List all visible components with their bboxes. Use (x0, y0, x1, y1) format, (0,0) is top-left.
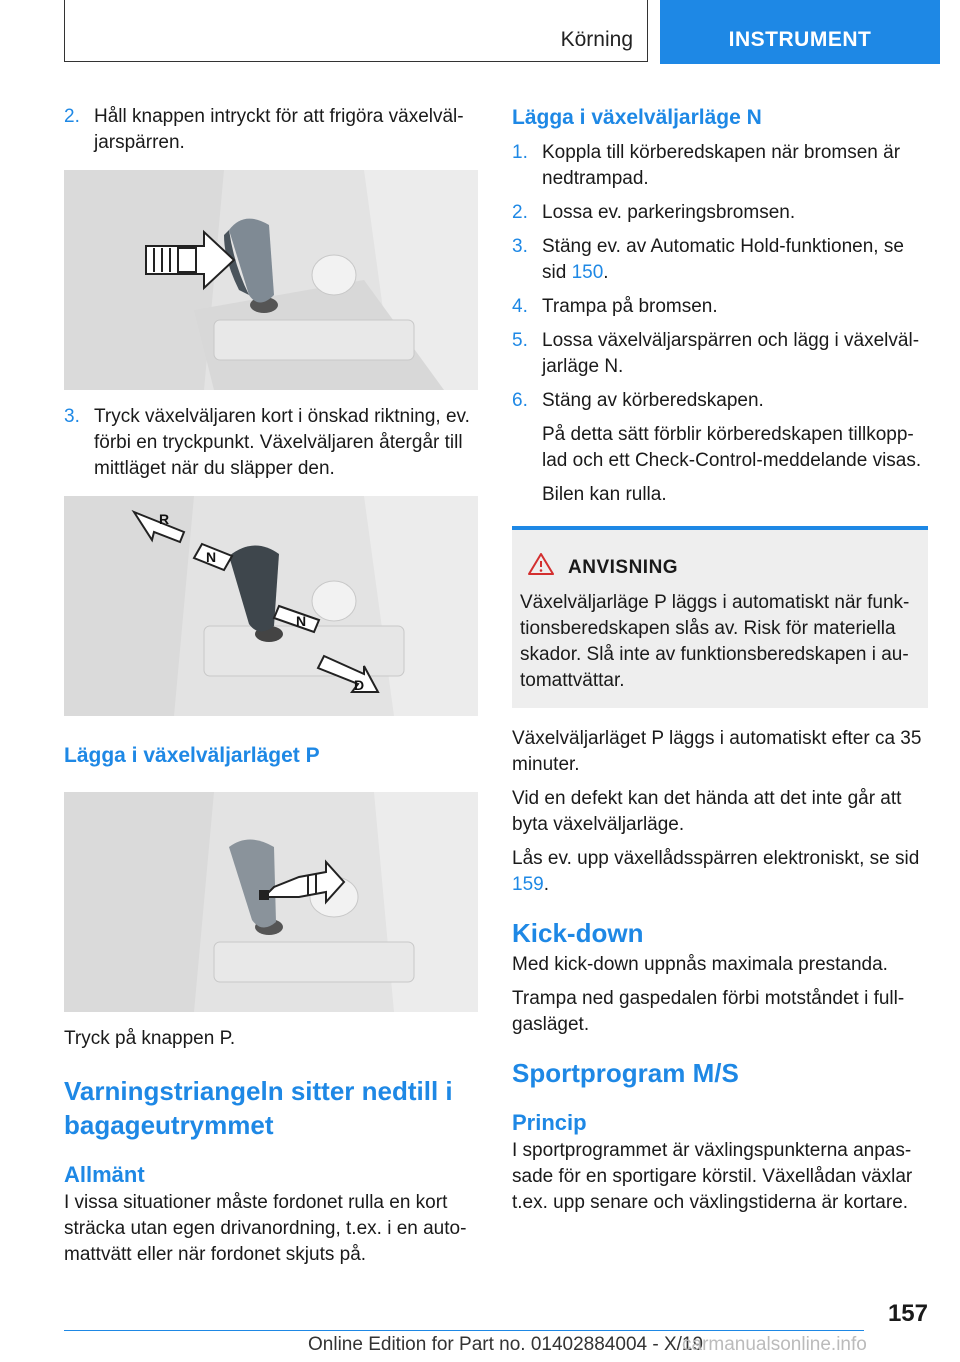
step-text-part: . (603, 262, 609, 283)
step-item (512, 234, 928, 286)
warning-triangle-icon (528, 552, 554, 584)
step-item (512, 294, 928, 320)
step-item (64, 404, 478, 482)
section-heading: Kick-down (512, 918, 644, 948)
chapter-title: INSTRUMENT (728, 28, 872, 51)
edition-text: Online Edition for Part no. 01402884004 - X/19 (308, 1334, 704, 1355)
caption-text: Tryck på knappen P. (64, 1028, 236, 1049)
chapter-tab (660, 0, 940, 64)
page-link[interactable]: 150 (571, 262, 604, 283)
step-text: Tryck växelväljaren kort i önskad riktning, ev. förbi en tryckpunkt. Växelväljaren återgår till mittläget när du släpper den. (94, 406, 470, 479)
body-text: Växelväljarläget P läggs i automatiskt efter ca 35 minuter. (512, 728, 922, 775)
section-heading: Lägga i växelväljarläget P (64, 744, 320, 767)
step-item (512, 140, 928, 192)
step-number: 3. (512, 236, 528, 257)
warning-title: ANVISNING (568, 557, 679, 578)
step-text-part: Stäng ev. av Automatic Hold-funktionen, se sid (542, 236, 904, 283)
step-item (512, 200, 928, 226)
section-heading: Lägga i växelväljarläge N (512, 106, 762, 129)
body-text (512, 846, 928, 898)
page-link[interactable]: 159 (512, 874, 544, 895)
left-column (64, 104, 478, 1276)
gear-selector-figure-1 (64, 170, 478, 390)
section-tab (64, 0, 648, 62)
step-text (542, 234, 928, 286)
direction-n-label: N (296, 613, 307, 629)
gear-selector-figure-3 (64, 792, 478, 1012)
direction-r-label: R (159, 511, 170, 527)
section-title: Körning (560, 28, 633, 51)
body-text: Vid en defekt kan det hända att det inte går att byta växelväljarläge. (512, 788, 902, 835)
step-number: 4. (512, 296, 528, 317)
step-number: 2. (512, 202, 528, 223)
watermark-text: carmanualsonline.info (682, 1334, 867, 1355)
direction-n-label: N (206, 549, 217, 565)
section-heading: Sportprogram M/S (512, 1058, 739, 1088)
step-number: 3. (64, 406, 80, 427)
step-item (512, 388, 928, 414)
right-column (512, 104, 928, 1224)
step-number: 5. (512, 330, 528, 351)
step-number: 1. (512, 142, 528, 163)
step-note: På detta sätt förblir körberedskapen tillkopp-lad och ett Check-Control-meddelande visas. (542, 424, 922, 471)
warning-box (512, 526, 928, 708)
section-heading: Varningstriangeln sitter nedtill i bagageutrymmet (64, 1076, 453, 1140)
body-text: Trampa ned gaspedalen förbi motståndet i full-gasläget. (512, 988, 905, 1035)
body-text: Med kick-down uppnås maximala prestanda. (512, 954, 888, 975)
body-text-part: Lås ev. upp växellådsspärren elektroniskt, se sid (512, 848, 920, 869)
step-text: Håll knappen intryckt för att frigöra växelväl-jarspärren. (94, 106, 464, 153)
body-text-part: . (543, 874, 549, 895)
footer-divider (64, 1330, 864, 1331)
step-text: Stäng av körberedskapen. (542, 390, 764, 411)
step-text: Trampa på bromsen. (542, 296, 718, 317)
page-number: 157 (887, 1300, 928, 1327)
step-note: Bilen kan rulla. (542, 484, 667, 505)
step-item (512, 328, 928, 380)
step-text: Koppla till körberedskapen när bromsen är nedtrampad. (542, 142, 901, 189)
warning-header (528, 552, 918, 584)
warning-text: Växelväljarläge P läggs i automatiskt när funk-tionsberedskapen slås av. Risk för materiella skador. Slå inte av funktionsberedskapen i au-tomattvättar. (520, 592, 910, 691)
step-number: 6. (512, 390, 528, 411)
step-item (64, 104, 478, 156)
direction-d-label: D (354, 677, 365, 693)
body-text: I vissa situationer måste fordonet rulla en kort sträcka utan egen drivanordning, t.ex. i en auto-mattvätt eller när fordonet skjuts på. (64, 1192, 467, 1265)
gear-selector-figure-2 (64, 496, 478, 716)
body-text: I sportprogrammet är växlingspunkterna anpas-sade för en sportigare körstil. Växellådan växlar t.ex. upp senare och växlingstiderna är kortare. (512, 1140, 913, 1213)
step-text: Lossa växelväljarspärren och lägg i växelväl-jarläge N. (542, 330, 920, 377)
subsection-heading: Princip (512, 1110, 587, 1135)
step-number: 2. (64, 106, 80, 127)
subsection-heading: Allmänt (64, 1162, 145, 1187)
step-text: Lossa ev. parkeringsbromsen. (542, 202, 796, 223)
